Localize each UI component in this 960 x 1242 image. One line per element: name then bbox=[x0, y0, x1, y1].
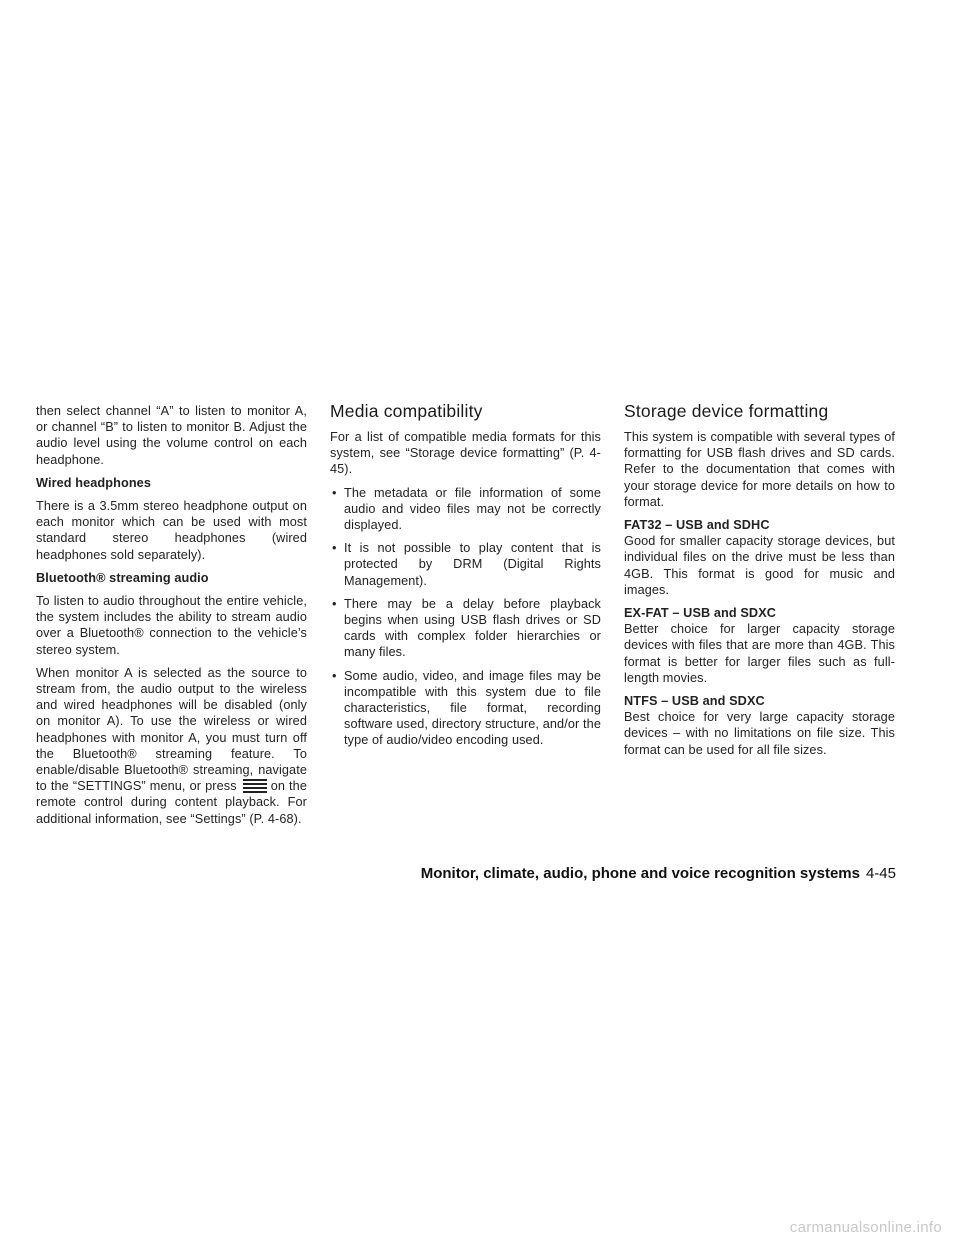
paragraph-bluetooth-part-b: on the remote control during content playback. For additional information, see “Settings” (P. 4-68). bbox=[36, 779, 307, 826]
paragraph-ntfs: Best choice for very large capacity storage devices – with no limitations on file size. This format can be used for all file sizes. bbox=[624, 710, 895, 757]
list-item: • There may be a delay before playback begins when using USB flash drives or SD cards with complex folder hierarchies or many files. bbox=[330, 596, 601, 661]
paragraph-bluetooth-intro: To listen to audio throughout the entire vehicle, the system includes the ability to stream audio over a Bluetooth® connection to the vehicle’s stereo system. bbox=[36, 594, 307, 657]
heading-storage-formatting: Storage device formatting bbox=[624, 401, 829, 421]
list-item: • The metadata or file information of some audio and video files may not be correctly displayed. bbox=[330, 485, 601, 534]
list-item: • Some audio, video, and image files may be incompatible with this system due to file characteristics, file format, recording software used, directory structure, and/or the type of audio/video encoding used. bbox=[330, 668, 601, 749]
page-footer bbox=[421, 865, 896, 882]
media-bullet-list bbox=[330, 485, 601, 749]
paragraph-bluetooth-monitor-a bbox=[36, 665, 307, 827]
paragraph-channel-select: then select channel “A” to listen to monitor A, or channel “B” to listen to monitor B. Adjust the audio level using the volume control on each headphone. bbox=[36, 404, 307, 467]
column-right bbox=[624, 403, 895, 765]
list-item: • It is not possible to play content that is protected by DRM (Digital Rights Management). bbox=[330, 540, 601, 589]
page-number: 4-45 bbox=[865, 865, 896, 882]
paragraph-bluetooth-part-a: When monitor A is selected as the source to stream from, the audio output to the wireless and wired headphones will be disabled (only on monitor A). To use the wireless or wired headphones with monitor A, you must turn off the Bluetooth® streaming feature. To enable/disable Bluetooth® streaming, navigate to the “SETTINGS” menu, or press bbox=[36, 665, 307, 794]
paragraph-exfat: Better choice for larger capacity storage devices with files that are more than 4GB. This format is better for larger files such as full-length movies. bbox=[624, 622, 895, 685]
heading-fat32: FAT32 – USB and SDHC bbox=[624, 518, 770, 533]
heading-ntfs: NTFS – USB and SDXC bbox=[624, 694, 765, 709]
heading-media-compatibility: Media compatibility bbox=[330, 401, 483, 421]
column-left bbox=[36, 403, 307, 834]
paragraph-fat32: Good for smaller capacity storage devices, but individual files on the drive must be less than 4GB. This format is good for music and images. bbox=[624, 534, 895, 597]
paragraph-wired-headphones: There is a 3.5mm stereo headphone output on each monitor which can be used with most standard stereo headphones (wired headphones sold separately). bbox=[36, 499, 307, 562]
paragraph-storage-intro: This system is compatible with several types of formatting for USB flash drives and SD cards. Refer to the documentation that comes with your storage device for more details on how to format. bbox=[624, 430, 895, 509]
footer-section-title: Monitor, climate, audio, phone and voice recognition systems bbox=[420, 865, 860, 882]
column-middle bbox=[330, 403, 601, 756]
menu-icon bbox=[243, 779, 267, 791]
paragraph-media-intro: For a list of compatible media formats for this system, see “Storage device formatting” (P. 4-45). bbox=[330, 430, 601, 477]
watermark-text[interactable]: carmanualsonline.info bbox=[789, 1219, 942, 1236]
heading-wired-headphones: Wired headphones bbox=[36, 475, 151, 490]
heading-bluetooth-streaming: Bluetooth® streaming audio bbox=[36, 570, 209, 585]
heading-exfat: EX-FAT – USB and SDXC bbox=[624, 606, 777, 621]
